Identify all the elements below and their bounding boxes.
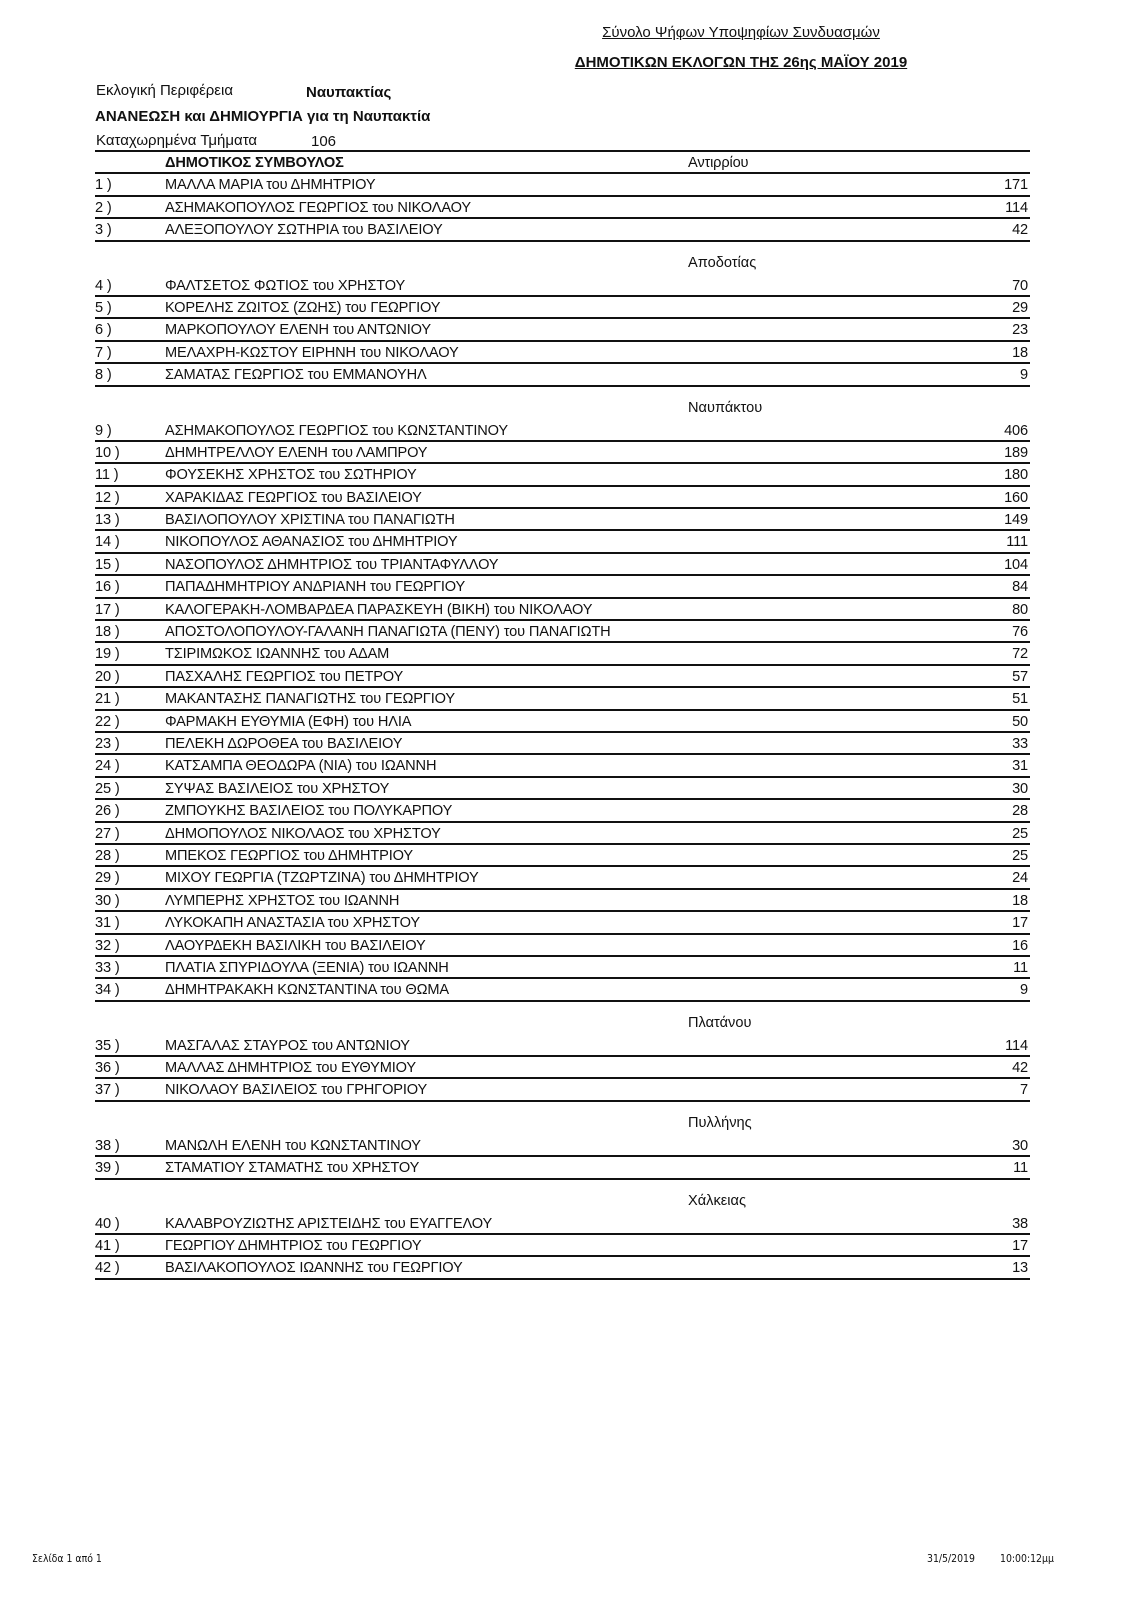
candidate-votes: 9 (1020, 367, 1028, 384)
candidate-name: ΛΥΜΠΕΡΗΣ ΧΡΗΣΤΟΣ του ΙΩΑΝΝΗ (165, 892, 400, 909)
candidate-name: ΜΑΡΚΟΠΟΥΛΟΥ ΕΛΕΝΗ του ΑΝΤΩΝΙΟΥ (165, 322, 431, 339)
table-row (95, 823, 1030, 845)
candidate-name: ΑΣΗΜΑΚΟΠΟΥΛΟΣ ΓΕΩΡΓΙΟΣ του ΚΩΝΣΤΑΝΤΙΝΟΥ (165, 422, 508, 439)
candidate-name: ΣΤΑΜΑΤΙΟΥ ΣΤΑΜΑΤΗΣ του ΧΡΗΣΤΟΥ (165, 1160, 420, 1177)
candidate-name: ΧΑΡΑΚΙΔΑΣ ΓΕΩΡΓΙΟΣ του ΒΑΣΙΛΕΙΟΥ (165, 489, 422, 506)
candidate-name: ΜΑΛΛΑ ΜΑΡΙΑ του ΔΗΜΗΤΡΙΟΥ (165, 177, 376, 194)
candidate-number: 39 ) (95, 1160, 120, 1177)
candidate-votes: 33 (1012, 735, 1028, 752)
candidate-votes: 9 (1020, 982, 1028, 999)
candidate-name: ΦΑΡΜΑΚΗ ΕΥΘΥΜΙΑ (ΕΦΗ) του ΗΛΙΑ (165, 713, 412, 730)
table-row (95, 599, 1030, 621)
candidate-name: ΝΑΣΟΠΟΥΛΟΣ ΔΗΜΗΤΡΙΟΣ του ΤΡΙΑΝΤΑΦΥΛΛΟΥ (165, 556, 499, 573)
candidate-number: 40 ) (95, 1215, 120, 1232)
candidate-name: ΠΛΑΤΙΑ ΣΠΥΡΙΔΟΥΛΑ (ΞΕΝΙΑ) του ΙΩΑΝΝΗ (165, 959, 449, 976)
candidate-name: ΑΛΕΞΟΠΟΥΛΟΥ ΣΩΤΗΡΙΑ του ΒΑΣΙΛΕΙΟΥ (165, 222, 443, 239)
candidate-number: 11 ) (95, 467, 119, 484)
candidate-number: 23 ) (95, 735, 120, 752)
section-name: Αντιρρίου (688, 155, 749, 171)
table-row (95, 912, 1030, 934)
candidate-votes: 70 (1012, 277, 1028, 294)
candidate-name: ΜΑΚΑΝΤΑΣΗΣ ΠΑΝΑΓΙΩΤΗΣ του ΓΕΩΡΓΙΟΥ (165, 691, 455, 708)
candidate-number: 30 ) (95, 892, 120, 909)
table-row (95, 1135, 1030, 1157)
candidate-votes: 31 (1012, 758, 1028, 775)
table-row (95, 1213, 1030, 1235)
candidate-number: 15 ) (95, 556, 120, 573)
table-row (95, 1035, 1030, 1057)
table-row (95, 420, 1030, 442)
candidate-votes: 23 (1012, 322, 1028, 339)
candidate-name: ΚΑΛΑΒΡΟΥΖΙΩΤΗΣ ΑΡΙΣΤΕΙΔΗΣ του ΕΥΑΓΓΕΛΟΥ (165, 1215, 493, 1232)
table-row (95, 1079, 1030, 1101)
candidates-table (95, 150, 1030, 1280)
candidate-name: ΓΕΩΡΓΙΟΥ ΔΗΜΗΤΡΙΟΣ του ΓΕΩΡΓΙΟΥ (165, 1238, 422, 1255)
table-row (95, 509, 1030, 531)
candidate-number: 21 ) (95, 691, 120, 708)
candidate-name: ΚΑΤΣΑΜΠΑ ΘΕΟΔΩΡΑ (ΝΙΑ) του ΙΩΑΝΝΗ (165, 758, 437, 775)
print-date: 31/5/2019 (927, 1552, 975, 1565)
section-header (95, 1102, 1030, 1135)
candidate-number: 16 ) (95, 579, 120, 596)
candidate-number: 38 ) (95, 1137, 120, 1154)
candidate-name: ΑΠΟΣΤΟΛΟΠΟΥΛΟΥ-ΓΑΛΑΝΗ ΠΑΝΑΓΙΩΤΑ (ΠΕΝΥ) του ΠΑΝΑΓΙΩΤΗ (165, 624, 611, 641)
candidate-number: 35 ) (95, 1037, 120, 1054)
table-row (95, 867, 1030, 889)
candidate-number: 25 ) (95, 780, 120, 797)
candidate-votes: 11 (1013, 1160, 1028, 1177)
candidate-number: 10 ) (95, 444, 120, 461)
table-row (95, 197, 1030, 219)
table-row (95, 297, 1030, 319)
candidate-name: ΔΗΜΟΠΟΥΛΟΣ ΝΙΚΟΛΑΟΣ του ΧΡΗΣΤΟΥ (165, 825, 441, 842)
table-row (95, 275, 1030, 297)
candidate-votes: 42 (1012, 222, 1028, 239)
candidate-number: 9 ) (95, 422, 112, 439)
candidate-number: 29 ) (95, 870, 120, 887)
candidate-votes: 104 (1004, 556, 1028, 573)
candidate-number: 41 ) (95, 1238, 120, 1255)
candidate-number: 13 ) (95, 512, 120, 529)
candidate-number: 37 ) (95, 1082, 120, 1099)
candidate-number: 6 ) (95, 322, 112, 339)
candidate-name: ΦΟΥΣΕΚΗΣ ΧΡΗΣΤΟΣ του ΣΩΤΗΡΙΟΥ (165, 467, 417, 484)
candidate-name: ΜΑΛΛΑΣ ΔΗΜΗΤΡΙΟΣ του ΕΥΘΥΜΙΟΥ (165, 1060, 416, 1077)
candidate-name: ΝΙΚΟΠΟΥΛΟΣ ΑΘΑΝΑΣΙΟΣ του ΔΗΜΗΤΡΙΟΥ (165, 534, 458, 551)
candidate-name: ΔΗΜΗΤΡΕΛΛΟΥ ΕΛΕΝΗ του ΛΑΜΠΡΟΥ (165, 444, 428, 461)
table-row (95, 1235, 1030, 1257)
document-subtitle: ΔΗΜΟΤΙΚΩΝ ΕΚΛΟΓΩΝ ΤΗΣ 26ης ΜΑΪΟΥ 2019 (574, 54, 908, 71)
table-row (95, 576, 1030, 598)
table-header-row (95, 152, 1030, 174)
candidate-votes: 180 (1004, 467, 1028, 484)
section-header (95, 1180, 1030, 1213)
candidate-votes: 57 (1012, 668, 1028, 685)
candidate-name: ΛΑΟΥΡΔΕΚΗ ΒΑΣΙΛΙΚΗ του ΒΑΣΙΛΕΙΟΥ (165, 937, 426, 954)
sections-label: Καταχωρημένα Τμήματα (96, 132, 258, 149)
candidate-votes: 30 (1012, 1137, 1028, 1154)
candidate-votes: 18 (1012, 344, 1028, 361)
section-name: Ναυπάκτου (688, 399, 763, 416)
candidate-name: ΜΑΝΩΛΗ ΕΛΕΝΗ του ΚΩΝΣΤΑΝΤΙΝΟΥ (165, 1137, 421, 1154)
candidate-votes: 160 (1004, 489, 1028, 506)
table-row (95, 487, 1030, 509)
candidate-name: ΒΑΣΙΛΑΚΟΠΟΥΛΟΣ ΙΩΑΝΝΗΣ του ΓΕΩΡΓΙΟΥ (165, 1260, 463, 1277)
district-label: Εκλογική Περιφέρεια (96, 82, 233, 99)
document-title: Σύνολο Ψήφων Υποψηφίων Συνδυασμών (602, 24, 880, 41)
table-row (95, 755, 1030, 777)
section-header (95, 242, 1030, 275)
print-time: 10:00:12μμ (1000, 1552, 1054, 1565)
candidate-votes: 30 (1012, 780, 1028, 797)
table-row (95, 364, 1030, 386)
candidate-name: ΔΗΜΗΤΡΑΚΑΚΗ ΚΩΝΣΤΑΝΤΙΝΑ του ΘΩΜΑ (165, 982, 449, 999)
candidate-name: ΠΑΣΧΑΛΗΣ ΓΕΩΡΓΙΟΣ του ΠΕΤΡΟΥ (165, 668, 404, 685)
table-row (95, 935, 1030, 957)
candidate-votes: 114 (1005, 1037, 1028, 1054)
candidate-votes: 42 (1012, 1060, 1028, 1077)
candidate-number: 5 ) (95, 299, 112, 316)
candidate-number: 18 ) (95, 624, 120, 641)
candidate-votes: 114 (1005, 199, 1028, 216)
candidate-votes: 18 (1012, 892, 1028, 909)
section-name: Χάλκειας (688, 1192, 746, 1209)
table-row (95, 219, 1030, 241)
table-row (95, 979, 1030, 1001)
table-row (95, 733, 1030, 755)
table-row (95, 643, 1030, 665)
table-row (95, 319, 1030, 341)
candidate-name: ΜΙΧΟΥ ΓΕΩΡΓΙΑ (ΤΖΩΡΤΖΙΝΑ) του ΔΗΜΗΤΡΙΟΥ (165, 870, 479, 887)
table-row (95, 800, 1030, 822)
candidate-number: 1 ) (95, 177, 112, 194)
candidate-votes: 7 (1020, 1082, 1028, 1099)
table-row (95, 845, 1030, 867)
district-value: Ναυπακτίας (306, 84, 392, 101)
table-row (95, 778, 1030, 800)
candidate-number: 4 ) (95, 277, 112, 294)
candidate-number: 20 ) (95, 668, 120, 685)
candidate-votes: 76 (1012, 624, 1028, 641)
candidate-votes: 28 (1012, 803, 1028, 820)
table-row (95, 554, 1030, 576)
candidate-number: 33 ) (95, 959, 120, 976)
candidate-name: ΑΣΗΜΑΚΟΠΟΥΛΟΣ ΓΕΩΡΓΙΟΣ του ΝΙΚΟΛΑΟΥ (165, 199, 471, 216)
candidate-number: 42 ) (95, 1260, 120, 1277)
party-name: ΑΝΑΝΕΩΣΗ και ΔΗΜΙΟΥΡΓΙΑ για τη Ναυπακτία (95, 108, 431, 125)
candidate-name: ΠΑΠΑΔΗΜΗΤΡΙΟΥ ΑΝΔΡΙΑΝΗ του ΓΕΩΡΓΙΟΥ (165, 579, 466, 596)
candidate-number: 36 ) (95, 1060, 120, 1077)
candidate-number: 28 ) (95, 847, 120, 864)
candidate-votes: 171 (1004, 177, 1028, 194)
candidate-number: 24 ) (95, 758, 120, 775)
candidate-votes: 406 (1004, 422, 1028, 439)
section-name: Πυλλήνης (688, 1114, 752, 1131)
table-row (95, 666, 1030, 688)
candidate-name: ΜΠΕΚΟΣ ΓΕΩΡΓΙΟΣ του ΔΗΜΗΤΡΙΟΥ (165, 847, 413, 864)
candidate-votes: 29 (1012, 299, 1028, 316)
table-row (95, 342, 1030, 364)
candidate-votes: 50 (1012, 713, 1028, 730)
page-number: Σελίδα 1 από 1 (32, 1552, 102, 1565)
candidate-number: 17 ) (95, 601, 120, 618)
candidate-number: 32 ) (95, 937, 120, 954)
candidate-number: 14 ) (95, 534, 120, 551)
candidate-votes: 16 (1012, 937, 1028, 954)
candidate-votes: 111 (1006, 534, 1028, 551)
candidate-number: 7 ) (95, 344, 112, 361)
candidate-number: 12 ) (95, 489, 120, 506)
candidate-name: ΜΑΣΓΑΛΑΣ ΣΤΑΥΡΟΣ του ΑΝΤΩΝΙΟΥ (165, 1037, 410, 1054)
candidate-number: 19 ) (95, 646, 120, 663)
candidate-name: ΛΥΚΟΚΑΠΗ ΑΝΑΣΤΑΣΙΑ του ΧΡΗΣΤΟΥ (165, 915, 420, 932)
candidate-votes: 84 (1012, 579, 1028, 596)
candidate-votes: 72 (1012, 646, 1028, 663)
table-row (95, 890, 1030, 912)
table-row (95, 688, 1030, 710)
candidate-number: 31 ) (95, 915, 120, 932)
candidate-votes: 17 (1012, 915, 1028, 932)
table-row (95, 1157, 1030, 1179)
table-row (95, 531, 1030, 553)
candidate-number: 8 ) (95, 367, 112, 384)
table-row (95, 442, 1030, 464)
candidate-number: 3 ) (95, 222, 112, 239)
candidate-votes: 38 (1012, 1215, 1028, 1232)
candidate-name: ΠΕΛΕΚΗ ΔΩΡΟΘΕΑ του ΒΑΣΙΛΕΙΟΥ (165, 735, 403, 752)
candidate-votes: 11 (1013, 959, 1028, 976)
candidate-name: ΝΙΚΟΛΑΟΥ ΒΑΣΙΛΕΙΟΣ του ΓΡΗΓΟΡΙΟΥ (165, 1082, 428, 1099)
candidate-name: ΒΑΣΙΛΟΠΟΥΛΟΥ ΧΡΙΣΤΙΝΑ του ΠΑΝΑΓΙΩΤΗ (165, 512, 455, 529)
table-row (95, 711, 1030, 733)
candidate-number: 22 ) (95, 713, 120, 730)
candidate-name: ΣΑΜΑΤΑΣ ΓΕΩΡΓΙΟΣ του ΕΜΜΑΝΟΥΗΛ (165, 367, 427, 384)
candidate-votes: 25 (1012, 825, 1028, 842)
section-header (95, 387, 1030, 420)
table-row (95, 174, 1030, 196)
table-row (95, 621, 1030, 643)
candidate-number: 26 ) (95, 803, 120, 820)
section-name: Αποδοτίας (688, 254, 757, 271)
candidate-votes: 24 (1012, 870, 1028, 887)
table-row (95, 1057, 1030, 1079)
candidate-name: ΤΣΙΡΙΜΩΚΟΣ ΙΩΑΝΝΗΣ του ΑΔΑΜ (165, 646, 390, 663)
candidate-name: ΚΟΡΕΛΗΣ ΖΩΙΤΟΣ (ΖΩΗΣ) του ΓΕΩΡΓΙΟΥ (165, 299, 441, 316)
column-header: ΔΗΜΟΤΙΚΟΣ ΣΥΜΒΟΥΛΟΣ (165, 155, 344, 171)
candidate-votes: 17 (1012, 1238, 1028, 1255)
candidate-number: 27 ) (95, 825, 120, 842)
candidate-name: ΣΥΨΑΣ ΒΑΣΙΛΕΙΟΣ του ΧΡΗΣΤΟΥ (165, 780, 390, 797)
candidate-votes: 51 (1012, 691, 1028, 708)
candidate-number: 34 ) (95, 982, 120, 999)
candidate-name: ΦΑΛΤΣΕΤΟΣ ΦΩΤΙΟΣ του ΧΡΗΣΤΟΥ (165, 277, 406, 294)
table-row (95, 464, 1030, 486)
section-header (95, 1002, 1030, 1035)
candidate-name: ΖΜΠΟΥΚΗΣ ΒΑΣΙΛΕΙΟΣ του ΠΟΛΥΚΑΡΠΟΥ (165, 803, 453, 820)
candidate-number: 2 ) (95, 199, 112, 216)
candidate-name: ΚΑΛΟΓΕΡΑΚΗ-ΛΟΜΒΑΡΔΕΑ ΠΑΡΑΣΚΕΥΗ (ΒΙΚΗ) του ΝΙΚΟΛΑΟΥ (165, 601, 593, 618)
section-name: Πλατάνου (688, 1014, 752, 1031)
table-row (95, 957, 1030, 979)
candidate-votes: 13 (1012, 1260, 1028, 1277)
table-row (95, 1257, 1030, 1279)
sections-value: 106 (311, 133, 337, 150)
candidate-votes: 25 (1012, 847, 1028, 864)
candidate-name: ΜΕΛΑΧΡΗ-ΚΩΣΤΟΥ ΕΙΡΗΝΗ του ΝΙΚΟΛΑΟΥ (165, 344, 459, 361)
candidate-votes: 80 (1012, 601, 1028, 618)
candidate-votes: 149 (1004, 512, 1028, 529)
candidate-votes: 189 (1004, 444, 1028, 461)
